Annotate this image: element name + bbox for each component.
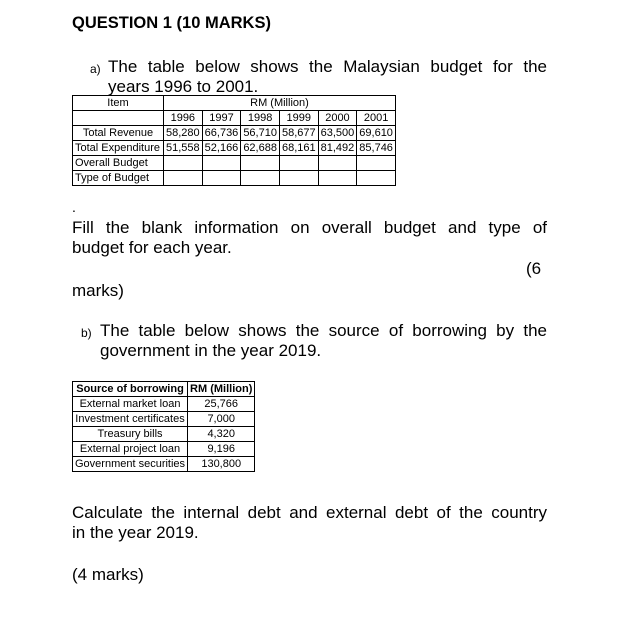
year-header: 1996 [164, 111, 203, 126]
part-a-marks-open: (6 [526, 259, 542, 278]
year-header: 1999 [279, 111, 318, 126]
part-a-text-line2: years 1996 to 2001. [108, 77, 259, 96]
table-row [73, 141, 396, 156]
blank-cell [357, 156, 396, 171]
table-row [73, 412, 255, 427]
year-header: 2000 [318, 111, 357, 126]
borrowing-table-header-row [73, 382, 255, 397]
table-cell [73, 111, 164, 126]
table-cell: 58,677 [279, 126, 318, 141]
part-a-instruction-line1: Fill the blank information on overall budget and type of [72, 218, 547, 237]
source-cell: External market loan [73, 397, 188, 412]
table-cell: 63,500 [318, 126, 357, 141]
value-cell: 25,766 [188, 397, 255, 412]
source-cell: Government securities [73, 457, 188, 472]
blank-cell [318, 156, 357, 171]
part-a-label: a) [90, 62, 101, 76]
source-cell: Investment certificates [73, 412, 188, 427]
year-header: 1997 [202, 111, 241, 126]
rm-header: RM (Million) [164, 96, 396, 111]
value-cell: 130,800 [188, 457, 255, 472]
table-row [73, 442, 255, 457]
table-cell: 66,736 [202, 126, 241, 141]
item-header: Item [73, 96, 164, 111]
table-row [73, 156, 396, 171]
row-label: Type of Budget [73, 171, 164, 186]
blank-cell [279, 171, 318, 186]
budget-table [72, 95, 396, 186]
part-b-label: b) [81, 326, 92, 340]
table-cell: 58,280 [164, 126, 203, 141]
stray-dot: . [72, 199, 76, 215]
part-a-text-line1: The table below shows the Malaysian budget for the [108, 57, 547, 76]
blank-cell [164, 156, 203, 171]
blank-cell [357, 171, 396, 186]
table-row [73, 457, 255, 472]
blank-cell [202, 171, 241, 186]
table-cell: 52,166 [202, 141, 241, 156]
question-heading: QUESTION 1 (10 MARKS) [72, 14, 271, 32]
blank-cell [318, 171, 357, 186]
table-cell: 68,161 [279, 141, 318, 156]
table-row [73, 126, 396, 141]
row-label: Overall Budget [73, 156, 164, 171]
table-row [73, 171, 396, 186]
part-a-marks-close: marks) [72, 281, 124, 300]
part-b-instruction-line2: in the year 2019. [72, 523, 199, 542]
year-header: 2001 [357, 111, 396, 126]
row-label: Total Revenue [73, 126, 164, 141]
table-row [73, 397, 255, 412]
year-header: 1998 [241, 111, 280, 126]
value-cell: 7,000 [188, 412, 255, 427]
table-cell: 69,610 [357, 126, 396, 141]
value-cell: 4,320 [188, 427, 255, 442]
row-label: Total Expenditure [73, 141, 164, 156]
borrowing-table [72, 381, 255, 472]
part-b-text-line1: The table below shows the source of borrowing by the [100, 321, 547, 340]
value-cell: 9,196 [188, 442, 255, 457]
table-cell: 56,710 [241, 126, 280, 141]
budget-table-header-row [73, 96, 396, 111]
source-cell: Treasury bills [73, 427, 188, 442]
budget-table-years-row [73, 111, 396, 126]
blank-cell [241, 156, 280, 171]
value-header: RM (Million) [188, 382, 255, 397]
table-cell: 51,558 [164, 141, 203, 156]
blank-cell [164, 171, 203, 186]
table-cell: 81,492 [318, 141, 357, 156]
blank-cell [279, 156, 318, 171]
part-b-marks: (4 marks) [72, 565, 144, 584]
part-b-text-line2: government in the year 2019. [100, 341, 322, 360]
table-cell: 85,746 [357, 141, 396, 156]
source-cell: External project loan [73, 442, 188, 457]
source-header: Source of borrowing [73, 382, 188, 397]
part-b-instruction-line1: Calculate the internal debt and external debt of the country [72, 503, 547, 522]
part-a-instruction-line2: budget for each year. [72, 238, 232, 257]
blank-cell [202, 156, 241, 171]
table-row [73, 427, 255, 442]
table-cell: 62,688 [241, 141, 280, 156]
blank-cell [241, 171, 280, 186]
